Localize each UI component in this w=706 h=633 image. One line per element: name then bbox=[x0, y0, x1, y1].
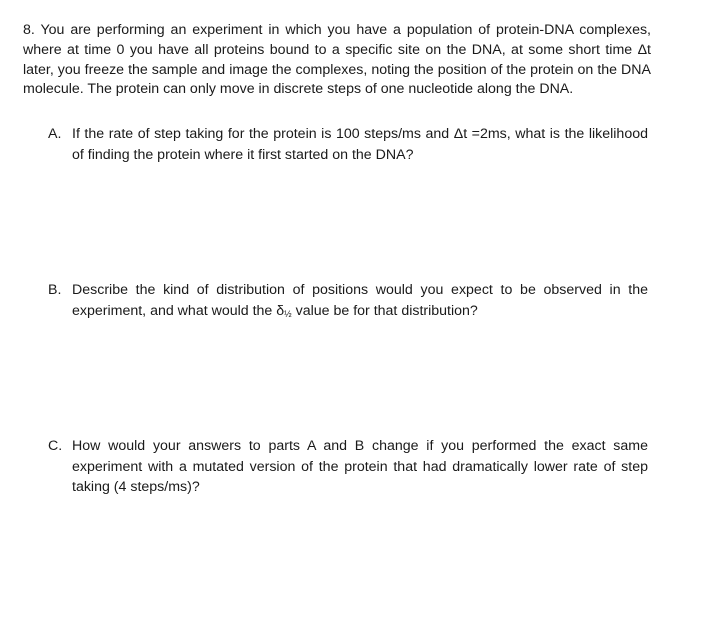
part-c bbox=[48, 436, 648, 498]
question-intro: 8. You are performing an experiment in which you have a population of protein-DNA complexes, where at time 0 you have all proteins bound to a specific site on the DNA, at some short time Δt later, you freeze the sample and image the complexes, noting the position of the protein on the DNA molecule. The protein can only move in discrete steps of one nucleotide along the DNA. bbox=[23, 22, 651, 98]
delta-half-symbol bbox=[276, 303, 291, 319]
part-c-text: How would your answers to parts A and B change if you performed the exact same experiment with a mutated version of the protein that had dramatically lower rate of step taking (4 steps/ms)? bbox=[72, 438, 648, 495]
part-a-letter: A. bbox=[48, 126, 62, 142]
delta-subscript: ½ bbox=[284, 308, 292, 319]
part-a-text: If the rate of step taking for the protein is 100 steps/ms and Δt =2ms, what is the likelihood of finding the protein where it first started on the DNA? bbox=[72, 126, 648, 163]
question-8 bbox=[23, 21, 651, 100]
part-b-text-before: Describe the kind of distribution of positions would you expect to be observed in the experiment, and what would the bbox=[72, 282, 648, 319]
part-b-text bbox=[72, 280, 648, 324]
delta-symbol: δ bbox=[276, 302, 285, 319]
part-c-letter: C. bbox=[48, 438, 63, 454]
part-b bbox=[48, 280, 648, 324]
part-a bbox=[48, 124, 648, 165]
part-b-text-after: value be for that distribution? bbox=[291, 302, 478, 319]
part-b-letter: B. bbox=[48, 282, 62, 298]
